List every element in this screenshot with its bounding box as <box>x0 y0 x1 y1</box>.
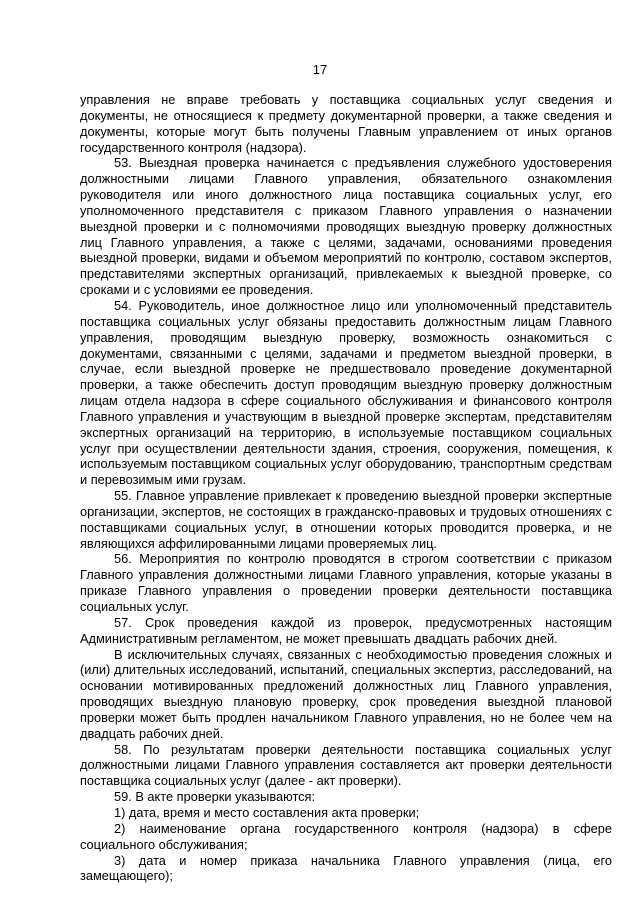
paragraph: 56. Мероприятия по контролю проводятся в строгом соответствии с приказом Главного управления должностными лицами Главного управления, которые указаны в приказе Главного управления о проведении проверки деятельности поставщика социальных услуг. <box>80 551 612 614</box>
list-item: 3) дата и номер приказа начальника Главного управления (лица, его замещающего); <box>80 852 612 884</box>
list-item: 1) дата, время и место составления акта проверки; <box>114 804 420 820</box>
paragraph: 53. Выездная проверка начинается с предъявления служебного удостоверения должностными лицами Главного управления, обязательного ознакомления руководителя или иного должностного лица поставщика социальных услуг, его уполномоченного представителя с приказом Главного управления о назначении выездной проверки и с полномочиями проводящих выездную проверку должностных лиц Главного управления, а также с целями, задачами, основаниями проведения выездной проверки, видами и объемом мероприятий по контролю, составом экспертов, представителями экспертных организаций, привлекаемых к выездной проверке, со сроками и с условиями ее проведения. <box>80 155 612 298</box>
paragraph: В исключительных случаях, связанных с необходимостью проведения сложных и (или) длительных исследований, испытаний, специальных экспертиз, расследований, на основании мотивированных предложений должностных лиц Главного управления, проводящих выездную плановую проверку, срок проведения выездной плановой проверки может быть продлен начальником Главного управления, но не более чем на двадцать рабочих дней. <box>80 646 612 741</box>
page-number: 17 <box>312 62 328 77</box>
document-body <box>80 92 612 884</box>
paragraph: 59. В акте проверки указываются: <box>114 789 316 805</box>
paragraph: 55. Главное управление привлекает к проведению выездной проверки экспертные организации, экспертов, не состоящих в гражданско-правовых и трудовых отношениях с поставщиками социальных услуг, в отношении которых проводится проверка, и не являющихся аффилированными лицами проверяемых лиц. <box>80 488 612 551</box>
paragraph: 54. Руководитель, иное должностное лицо или уполномоченный представитель поставщика социальных услуг обязаны предоставить должностным лицам Главного управления, проводящим выездную проверку, возможность ознакомиться с документами, связанными с целями, задачами и предметом выездной проверки, в случае, если выездной проверке не предшествовало проведение документарной проверки, а также обеспечить доступ проводящим выездную проверку должностным лицам отдела надзора в сфере социального обслуживания и финансового контроля Главного управления и участвующим в выездной проверке экспертам, представителям экспертных организаций на территорию, в используемые поставщиком социальных услуг при осуществлении деятельности здания, строения, сооружения, помещения, к используемым поставщиком социальных услуг оборудованию, транспортным средствам и перевозимым ими грузам. <box>80 297 612 488</box>
list-item: 2) наименование органа государственного контроля (надзора) в сфере социального обслуживания; <box>80 820 612 852</box>
paragraph: 58. По результатам проверки деятельности поставщика социальных услуг должностными лицами Главного управления составляется акт проверки деятельности поставщика социальных услуг (далее - акт проверки). <box>80 741 612 789</box>
paragraph: управления не вправе требовать у поставщика социальных услуг сведения и документы, не относящиеся к предмету документарной проверки, а также сведения и документы, которые могут быть получены Главным управлением от иных органов государственного контроля (надзора). <box>80 92 612 155</box>
paragraph: 57. Срок проведения каждой из проверок, предусмотренных настоящим Административным регламентом, не может превышать двадцать рабочих дней. <box>80 614 612 646</box>
